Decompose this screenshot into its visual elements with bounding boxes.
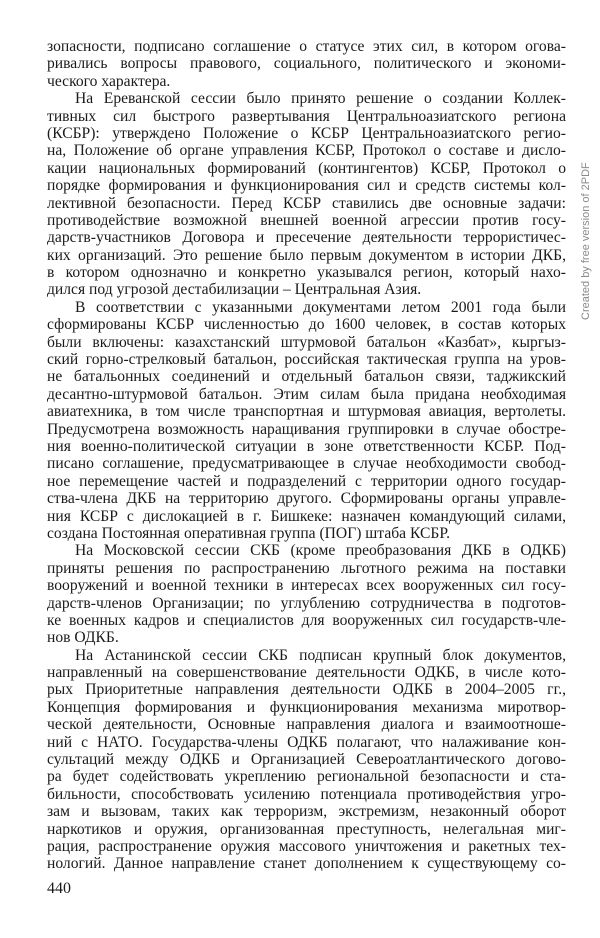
text-line: вооружений и военной техники в интересах всех вооруженных сил госу- xyxy=(47,577,566,595)
paragraph xyxy=(47,542,566,646)
text-line: зопасности, подписано соглашение о статусе этих сил, в котором огова- xyxy=(47,38,566,55)
text-line: ния КСБР с дислокацией в г. Бишкеке: назначен командующий силами, xyxy=(47,507,566,525)
text-line: создана Постоянная оперативная группа (ПОГ) штаба КСБР. xyxy=(47,524,450,542)
text-line: ческого характера. xyxy=(47,72,171,90)
text-line: рых Приоритетные направления деятельности ОДКБ в 2004–2005 гг., xyxy=(47,681,566,699)
text-line: кации национальных формирований (контингентов) КСБР, Протокол о xyxy=(47,159,566,177)
text-line: ке военных кадров и специалистов для вооруженных сил государств-чле- xyxy=(47,611,566,629)
text-line: порядке формирования и функционирования сил и средств системы кол- xyxy=(47,177,566,195)
text-line: лективной безопасности. Перед КСБР ставились две основные задачи: xyxy=(47,194,566,212)
text-line: дился под угрозой дестабилизации – Центральная Азия. xyxy=(47,281,422,299)
text-line: ких организаций. Это решение было первым документом в истории ДКБ, xyxy=(47,246,566,264)
text-line: тивных сил быстрого развертывания Центральноазиатского региона xyxy=(47,107,566,125)
text-line: На Московской сессии СКБ (кроме преобразования ДКБ в ОДКБ) xyxy=(75,542,566,560)
text-line: (КСБР): утверждено Положение о КСБР Центральноазиатского регио- xyxy=(47,124,566,142)
text-line: ский горно-стрелковый батальон, российская тактическая группа на уров- xyxy=(47,351,566,369)
paragraph xyxy=(47,299,566,542)
text-line: рация, распространение оружия массового уничтожения и ракетных тех- xyxy=(47,837,566,855)
text-line: На Астанинской сессии СКБ подписан крупный блок документов, xyxy=(75,646,566,664)
paragraph xyxy=(47,90,566,299)
text-line: дарств-участников Договора и пресечение деятельности террористичес- xyxy=(47,229,566,247)
text-line: Предусмотрена возможность наращивания группировки в случае обостре- xyxy=(47,420,566,438)
text-line: приняты решения по распространению льготного режима на поставки xyxy=(47,559,566,577)
text-line: Концепция формирования и функционирования механизма миротвор- xyxy=(47,698,566,716)
text-line: были включены: казахстанский штурмовой батальон «Казбат», кыргыз- xyxy=(47,333,566,351)
text-line: ний с НАТО. Государства-члены ОДКБ полагают, что налаживание кон- xyxy=(47,733,566,751)
paragraph xyxy=(47,38,566,90)
text-line: нологий. Данное направление станет дополнением к существующему со- xyxy=(47,855,566,873)
text-line: дарств-членов Организации; по углублению сотрудничества в подготов- xyxy=(47,594,566,612)
text-line: наркотиков и оружия, организованная преступность, нелегальная миг- xyxy=(47,820,566,838)
text-line: нов ОДКБ. xyxy=(47,629,119,647)
text-line: сформированы КСБР численностью до 1600 человек, в состав которых xyxy=(47,316,566,334)
text-line: в котором однозначно и конкретно указывался регион, который нахо- xyxy=(47,264,566,282)
page-body xyxy=(47,38,566,873)
text-line: противодействие возможной внешней военной агрессии против госу- xyxy=(47,211,566,229)
text-line: ривались вопросы правового, социального, политического и экономи- xyxy=(47,55,566,73)
text-line: десантно-штурмовой батальон. Этим силам была придана необходимая xyxy=(47,385,566,403)
text-line: не батальонных соединений и отдельный батальон связи, таджикский xyxy=(47,368,566,386)
text-line: писано соглашение, предусматривающее в случае необходимости свобод- xyxy=(47,455,566,473)
text-line: бильности, способствовать усилению потенциала противодействия угро- xyxy=(47,785,566,803)
text-line: ное перемещение частей и подразделений с территории одного государ- xyxy=(47,472,566,490)
text-line: ческой деятельности, Основные направления диалога и взаимоотноше- xyxy=(47,716,566,734)
paragraph xyxy=(47,647,566,873)
text-line: направленный на совершенствование деятельности ОДКБ, в числе кото- xyxy=(47,664,566,682)
text-line: авиатехника, в том числе транспортная и штурмовая авиация, вертолеты. xyxy=(47,403,566,421)
text-line: на, Положение об органе управления КСБР, Протокол о составе и дисло- xyxy=(47,142,566,160)
text-line: ства-члена ДКБ на территорию другого. Сформированы органы управле- xyxy=(47,490,566,508)
text-line: В соответствии с указанными документами летом 2001 года были xyxy=(75,298,566,316)
page-number: 440 xyxy=(47,880,71,897)
text-line: ра будет содействовать укреплению региональной безопасности и ста- xyxy=(47,768,566,786)
text-line: зам и вызовам, таких как терроризм, экстремизм, незаконный оборот xyxy=(47,803,566,821)
watermark-text: Created by free version of 2PDF xyxy=(580,162,592,320)
text-line: ния военно-политической ситуации в зоне ответственности КСБР. Под- xyxy=(47,437,566,455)
text-line: сультаций между ОДКБ и Организацией Североатлантического догово- xyxy=(47,751,566,769)
text-line: На Ереванской сессии было принято решение о создании Коллек- xyxy=(75,90,566,108)
